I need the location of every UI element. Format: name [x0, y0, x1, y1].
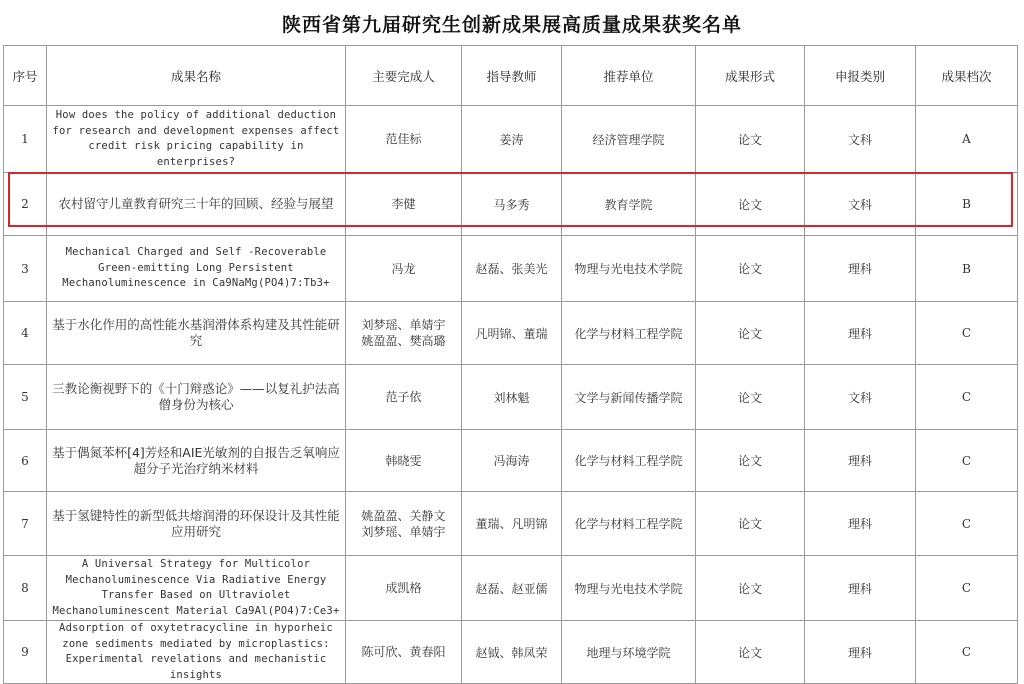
- category: 理科: [805, 492, 916, 556]
- achievement-form: 论文: [696, 365, 805, 430]
- row-index: 8: [4, 556, 47, 621]
- recommending-unit: 化学与材料工程学院: [562, 302, 696, 365]
- achievement-name: 三教论衡视野下的《十门辩惑论》——以复礼护法高僧身份为核心: [47, 365, 346, 430]
- advisor: 赵钺、韩凤荣: [462, 621, 562, 684]
- column-header: 指导教师: [462, 46, 562, 106]
- main-authors: 成凯格: [346, 556, 462, 621]
- recommending-unit: 物理与光电技术学院: [562, 236, 696, 302]
- category: 理科: [805, 556, 916, 621]
- achievement-name: How does the policy of additional deduction for research and development expenses affect credit risk pricing capability in enterprises?: [47, 106, 346, 173]
- achievement-name: Adsorption of oxytetracycline in hyporheic zone sediments mediated by microplastics: Experimental revelations and mechanistic insights: [47, 621, 346, 684]
- grade: C: [916, 365, 1018, 430]
- row-index: 2: [4, 173, 47, 236]
- category: 文科: [805, 173, 916, 236]
- advisor: 凡明锦、董瑞: [462, 302, 562, 365]
- table-row: [4, 492, 1018, 556]
- category: 理科: [805, 621, 916, 684]
- table-row: [4, 430, 1018, 492]
- column-header: 成果档次: [916, 46, 1018, 106]
- table-row: [4, 173, 1018, 236]
- category: 理科: [805, 430, 916, 492]
- grade: C: [916, 556, 1018, 621]
- table-row: [4, 556, 1018, 621]
- recommending-unit: 化学与材料工程学院: [562, 430, 696, 492]
- main-authors: 范佳标: [346, 106, 462, 173]
- column-header: 成果形式: [696, 46, 805, 106]
- achievement-name: A Universal Strategy for Multicolor Mechanoluminescence Via Radiative Energy Transfer Based on Ultraviolet Mechanoluminescent Material Ca9Al(PO4)7:Ce3+: [47, 556, 346, 621]
- advisor: 赵磊、张美光: [462, 236, 562, 302]
- recommending-unit: 经济管理学院: [562, 106, 696, 173]
- table-header-row: [4, 46, 1018, 106]
- row-index: 1: [4, 106, 47, 173]
- category: 文科: [805, 106, 916, 173]
- recommending-unit: 文学与新闻传播学院: [562, 365, 696, 430]
- advisor: 姜涛: [462, 106, 562, 173]
- achievement-form: 论文: [696, 106, 805, 173]
- achievement-form: 论文: [696, 492, 805, 556]
- achievement-form: 论文: [696, 236, 805, 302]
- column-header: 主要完成人: [346, 46, 462, 106]
- achievement-name: Mechanical Charged and Self -Recoverable Green-emitting Long Persistent Mechanoluminescence in Ca9NaMg(PO4)7:Tb3+: [47, 236, 346, 302]
- column-header: 推荐单位: [562, 46, 696, 106]
- achievement-name: 基于偶氮苯杯[4]芳烃和AIE光敏剂的自报告乏氧响应超分子光治疗纳米材料: [47, 430, 346, 492]
- main-authors: 范子依: [346, 365, 462, 430]
- grade: C: [916, 430, 1018, 492]
- main-authors: 陈可欣、黄春阳: [346, 621, 462, 684]
- main-authors: 韩晓雯: [346, 430, 462, 492]
- main-authors: 冯龙: [346, 236, 462, 302]
- row-index: 9: [4, 621, 47, 684]
- table-row: [4, 365, 1018, 430]
- table-row: [4, 621, 1018, 684]
- advisor: 冯海涛: [462, 430, 562, 492]
- column-header: 序号: [4, 46, 47, 106]
- achievement-form: 论文: [696, 173, 805, 236]
- row-index: 5: [4, 365, 47, 430]
- category: 理科: [805, 302, 916, 365]
- recommending-unit: 化学与材料工程学院: [562, 492, 696, 556]
- recommending-unit: 地理与环境学院: [562, 621, 696, 684]
- recommending-unit: 物理与光电技术学院: [562, 556, 696, 621]
- main-authors: 李健: [346, 173, 462, 236]
- grade: B: [916, 173, 1018, 236]
- grade: C: [916, 492, 1018, 556]
- category: 文科: [805, 365, 916, 430]
- advisor: 赵磊、赵亚儒: [462, 556, 562, 621]
- awards-table: [3, 45, 1018, 684]
- advisor: 刘林魁: [462, 365, 562, 430]
- achievement-form: 论文: [696, 302, 805, 365]
- achievement-form: 论文: [696, 621, 805, 684]
- advisor: 马多秀: [462, 173, 562, 236]
- main-authors: 姚盈盈、关静文 刘梦瑶、单婧宇: [346, 492, 462, 556]
- table-row: [4, 106, 1018, 173]
- advisor: 董瑞、凡明锦: [462, 492, 562, 556]
- row-index: 7: [4, 492, 47, 556]
- page-title: 陕西省第九届研究生创新成果展高质量成果获奖名单: [281, 14, 742, 36]
- recommending-unit: 教育学院: [562, 173, 696, 236]
- row-index: 3: [4, 236, 47, 302]
- grade: C: [916, 621, 1018, 684]
- achievement-form: 论文: [696, 556, 805, 621]
- achievement-name: 基于氢键特性的新型低共熔润滑的环保设计及其性能应用研究: [47, 492, 346, 556]
- grade: C: [916, 302, 1018, 365]
- grade: B: [916, 236, 1018, 302]
- table-row: [4, 302, 1018, 365]
- row-index: 4: [4, 302, 47, 365]
- column-header: 申报类别: [805, 46, 916, 106]
- table-row: [4, 236, 1018, 302]
- row-index: 6: [4, 430, 47, 492]
- category: 理科: [805, 236, 916, 302]
- achievement-name: 农村留守儿童教育研究三十年的回顾、经验与展望: [47, 173, 346, 236]
- achievement-name: 基于水化作用的高性能水基润滑体系构建及其性能研究: [47, 302, 346, 365]
- column-header: 成果名称: [47, 46, 346, 106]
- grade: A: [916, 106, 1018, 173]
- main-authors: 刘梦瑶、单婧宇 姚盈盈、樊高璐: [346, 302, 462, 365]
- achievement-form: 论文: [696, 430, 805, 492]
